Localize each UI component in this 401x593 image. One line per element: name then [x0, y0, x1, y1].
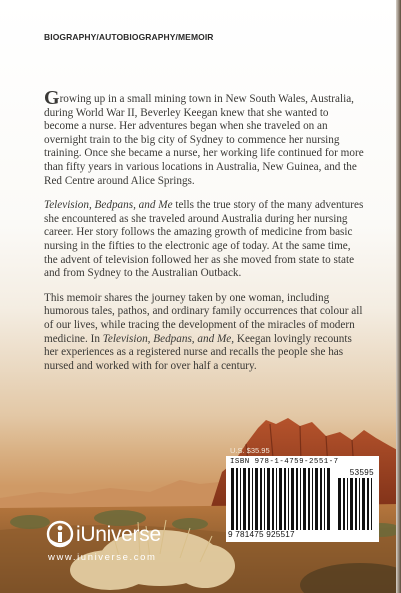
barcode-bar [367, 478, 369, 530]
barcode-bar [272, 468, 274, 530]
barcode-bar [236, 468, 238, 530]
barcode-bar [362, 478, 365, 530]
barcode-bar [300, 468, 301, 530]
barcode-bar [371, 478, 372, 530]
barcode-bar [315, 468, 318, 530]
barcode-bar [324, 468, 325, 530]
iuniverse-logo-icon [46, 520, 74, 548]
barcode-bar [320, 468, 322, 530]
barcode-bar [248, 468, 250, 530]
barcode-bar [288, 468, 289, 530]
barcode-bar [255, 468, 258, 530]
barcode-bar [347, 478, 348, 530]
addon-barcode-bars [337, 478, 375, 530]
barcode-bar [327, 468, 330, 530]
back-cover-blurb [44, 87, 366, 384]
blurb-paragraph-3: This memoir shares the journey taken by one woman, including humorous tales, pathos, and ordinary family occurrences that colour all of our lives, while tracing the development of the miracles of modern medicine. In Television, Bedpans, and Me, Keegan lovingly recounts her experiences as a registered nurse and recalls the people she has nursed and worked with for over half a century. [44, 291, 363, 372]
isbn-number: ISBN 978-1-4759-2551-7 [230, 458, 339, 466]
barcode-bar [231, 468, 234, 530]
barcode-bar [279, 468, 282, 530]
barcode-bar [308, 468, 310, 530]
barcode-bar [284, 468, 286, 530]
book-title-italic: Television, Bedpans, and Me, [102, 332, 235, 345]
barcode-bar [264, 468, 265, 530]
barcode-bar [260, 468, 262, 530]
barcode-bar [240, 468, 241, 530]
publisher-url: www.iuniverse.com [48, 552, 157, 563]
publisher-name: iUniverse [76, 523, 161, 546]
book-title-italic: Television, Bedpans, and Me [44, 199, 173, 212]
ean-barcode-bars [230, 468, 334, 530]
barcode-bar [252, 468, 253, 530]
blurb-paragraph-2: Television, Bedpans, and Me tells the true story of the many adventures she encountered as she traveled around Australia during her nursing career. Her story follows the amazing growth of medicine from basic nursing in the fifties to the electronic age of today. At the same time, the advent of television followed her as she moved from state to state and from Sydney to the Australian Outback. [44, 199, 364, 280]
barcode-bar [350, 478, 353, 530]
ean-digits: 9 781475 925517 [228, 530, 295, 539]
drop-cap: G [44, 87, 60, 109]
barcode-bar [338, 478, 341, 530]
barcode-bar [296, 468, 298, 530]
barcode-bar [343, 478, 345, 530]
spine-edge [396, 0, 401, 593]
barcode-bar [312, 468, 313, 530]
barcode-bar [303, 468, 306, 530]
barcode-bar [355, 478, 357, 530]
barcode-bar [267, 468, 270, 530]
barcode-bar [359, 478, 360, 530]
category-label: BIOGRAPHY/AUTOBIOGRAPHY/MEMOIR [44, 32, 214, 42]
blurb-paragraph-1: Growing up in a small mining town in New South Wales, Australia, during World War II, Beverley Keegan knew that she wanted to become a nurse. Her adventures began when she traveled on an overnight train to the big city of Sydney to commence her nursing training. Once she became a nurse, her working life continued for more than fifty years in various locations in Australia, New Guinea, and the Red Centre around Alice Springs. [44, 87, 364, 187]
barcode-bar [276, 468, 277, 530]
barcode-addon-digits: 53595 [349, 468, 374, 477]
barcode-bar [291, 468, 294, 530]
barcode-bar [243, 468, 246, 530]
price-label: U.S. $35.95 [230, 446, 270, 455]
isbn-barcode [226, 456, 379, 542]
